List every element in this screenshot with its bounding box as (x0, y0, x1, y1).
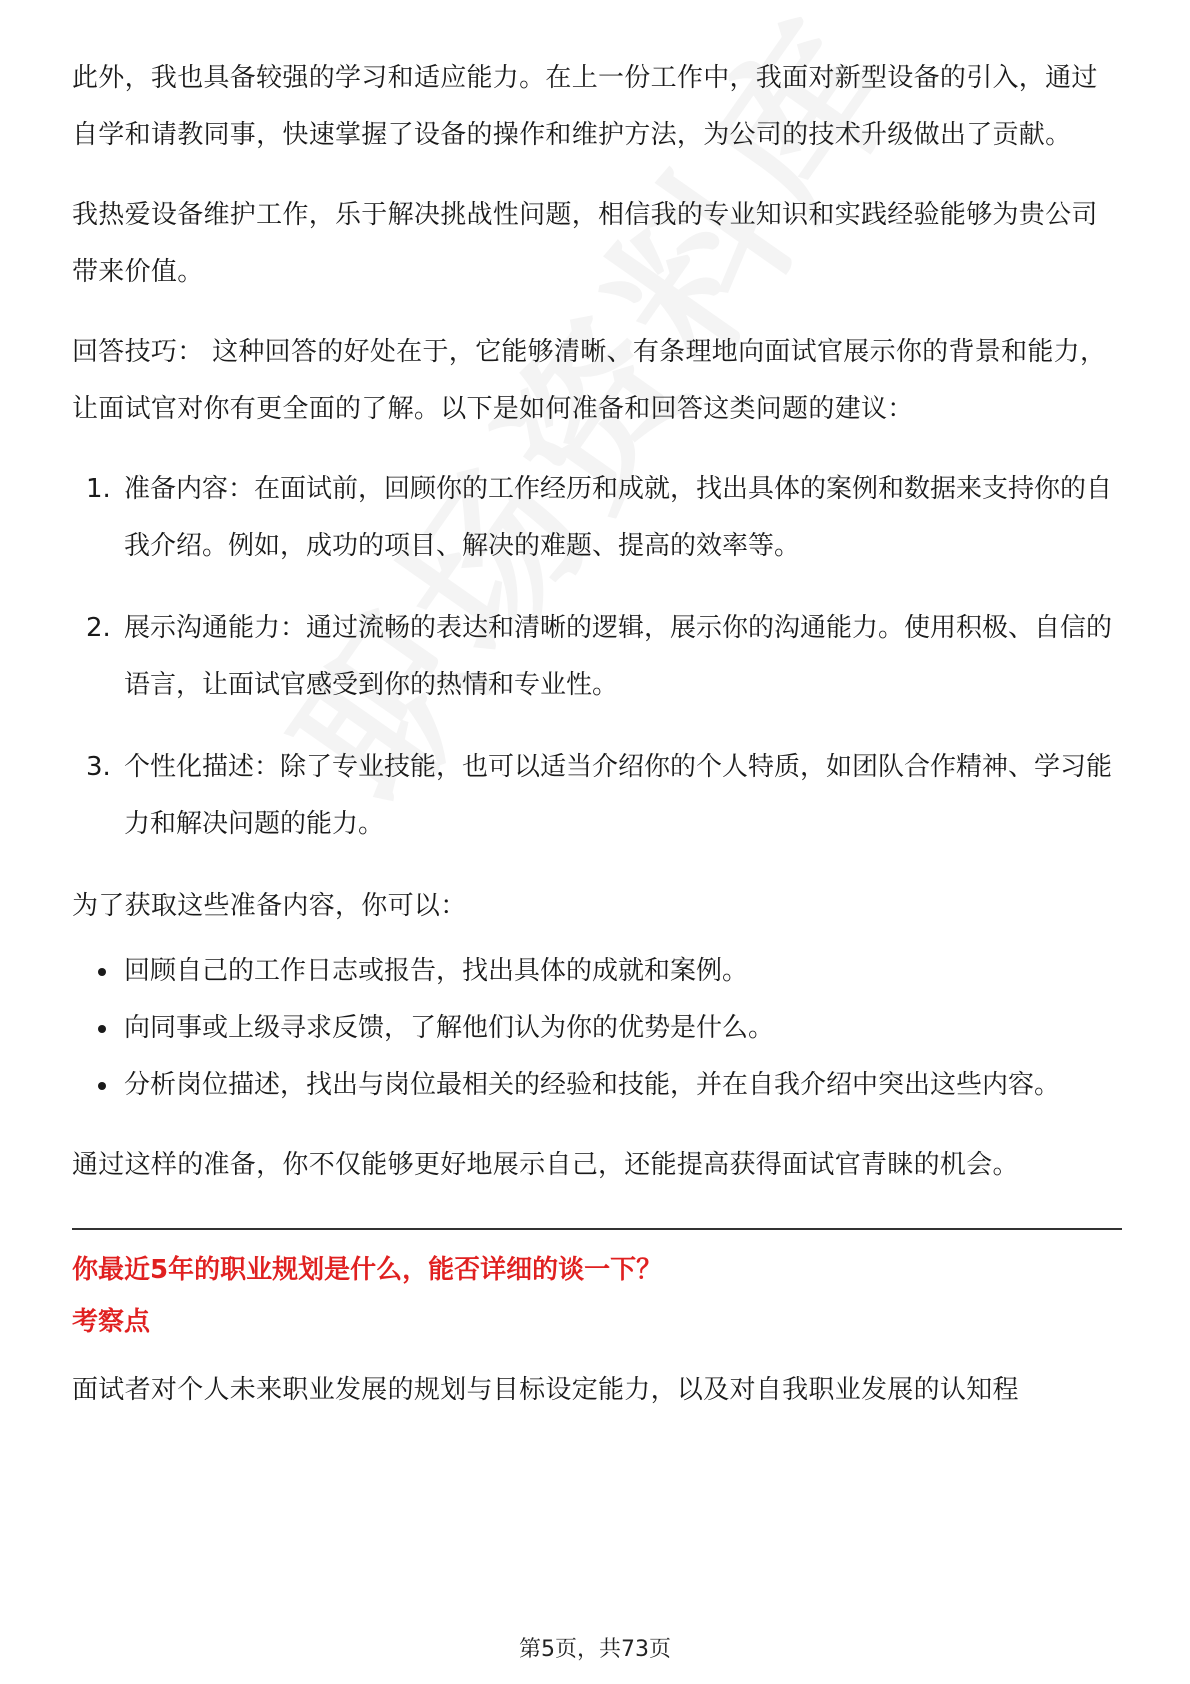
list-item (72, 461, 1122, 575)
page-footer: 第5页，共73页 (519, 1637, 671, 1662)
question-title: 你最近5年的职业规划是什么，能否详细的谈一下？ (72, 1255, 663, 1285)
list-item-text: 分析岗位描述，找出与岗位最相关的经验和技能，并在自我介绍中突出这些内容。 (124, 1070, 1061, 1100)
list-item-text: 向同事或上级寻求反馈，了解他们认为你的优势是什么。 (124, 1013, 775, 1043)
document-page (72, 50, 1122, 1419)
paragraph-closing: 通过这样的准备，你不仅能够更好地展示自己，还能提高获得面试官青睐的机会。 (72, 1150, 1019, 1180)
question-subheading: 考察点 (72, 1307, 151, 1337)
list-item (72, 1000, 1122, 1057)
list-item-text: 回顾自己的工作日志或报告，找出具体的成就和案例。 (124, 956, 749, 986)
paragraph-answer-tips: 回答技巧： 这种回答的好处在于，它能够清晰、有条理地向面试官展示你的背景和能力，让面试官对你有更全面的了解。以下是如何准备和回答这类问题的建议： (72, 337, 1107, 424)
bullet-icon (98, 1082, 106, 1090)
paragraph-passion: 我热爱设备维护工作，乐于解决挑战性问题，相信我的专业知识和实践经验能够为贵公司带来价值。 (72, 200, 1098, 287)
numbered-list (72, 461, 1122, 853)
section-divider (72, 1228, 1122, 1230)
paragraph-prep-intro: 为了获取这些准备内容，你可以： (72, 891, 467, 921)
list-item (72, 600, 1122, 714)
list-item (72, 1057, 1122, 1114)
bullet-list (72, 943, 1122, 1114)
list-item-text: 准备内容：在面试前，回顾你的工作经历和成就，找出具体的案例和数据来支持你的自我介绍。例如，成功的项目、解决的难题、提高的效率等。 (124, 474, 1113, 561)
list-item-text: 展示沟通能力：通过流畅的表达和清晰的逻辑，展示你的沟通能力。使用积极、自信的语言，让面试官感受到你的热情和专业性。 (124, 613, 1113, 700)
list-item-text: 个性化描述：除了专业技能，也可以适当介绍你的个人特质，如团队合作精神、学习能力和解决问题的能力。 (124, 752, 1113, 839)
list-item (72, 739, 1122, 853)
bullet-icon (98, 1025, 106, 1033)
bullet-icon (98, 968, 106, 976)
paragraph-learning-ability: 此外，我也具备较强的学习和适应能力。在上一份工作中，我面对新型设备的引入，通过自学和请教同事，快速掌握了设备的操作和维护方法，为公司的技术升级做出了贡献。 (72, 63, 1098, 150)
list-number: 2. (86, 613, 111, 643)
list-item (72, 943, 1122, 1000)
list-number: 1. (86, 474, 111, 504)
list-number: 3. (86, 752, 111, 782)
question-body: 面试者对个人未来职业发展的规划与目标设定能力，以及对自我职业发展的认知程 (72, 1375, 1019, 1405)
